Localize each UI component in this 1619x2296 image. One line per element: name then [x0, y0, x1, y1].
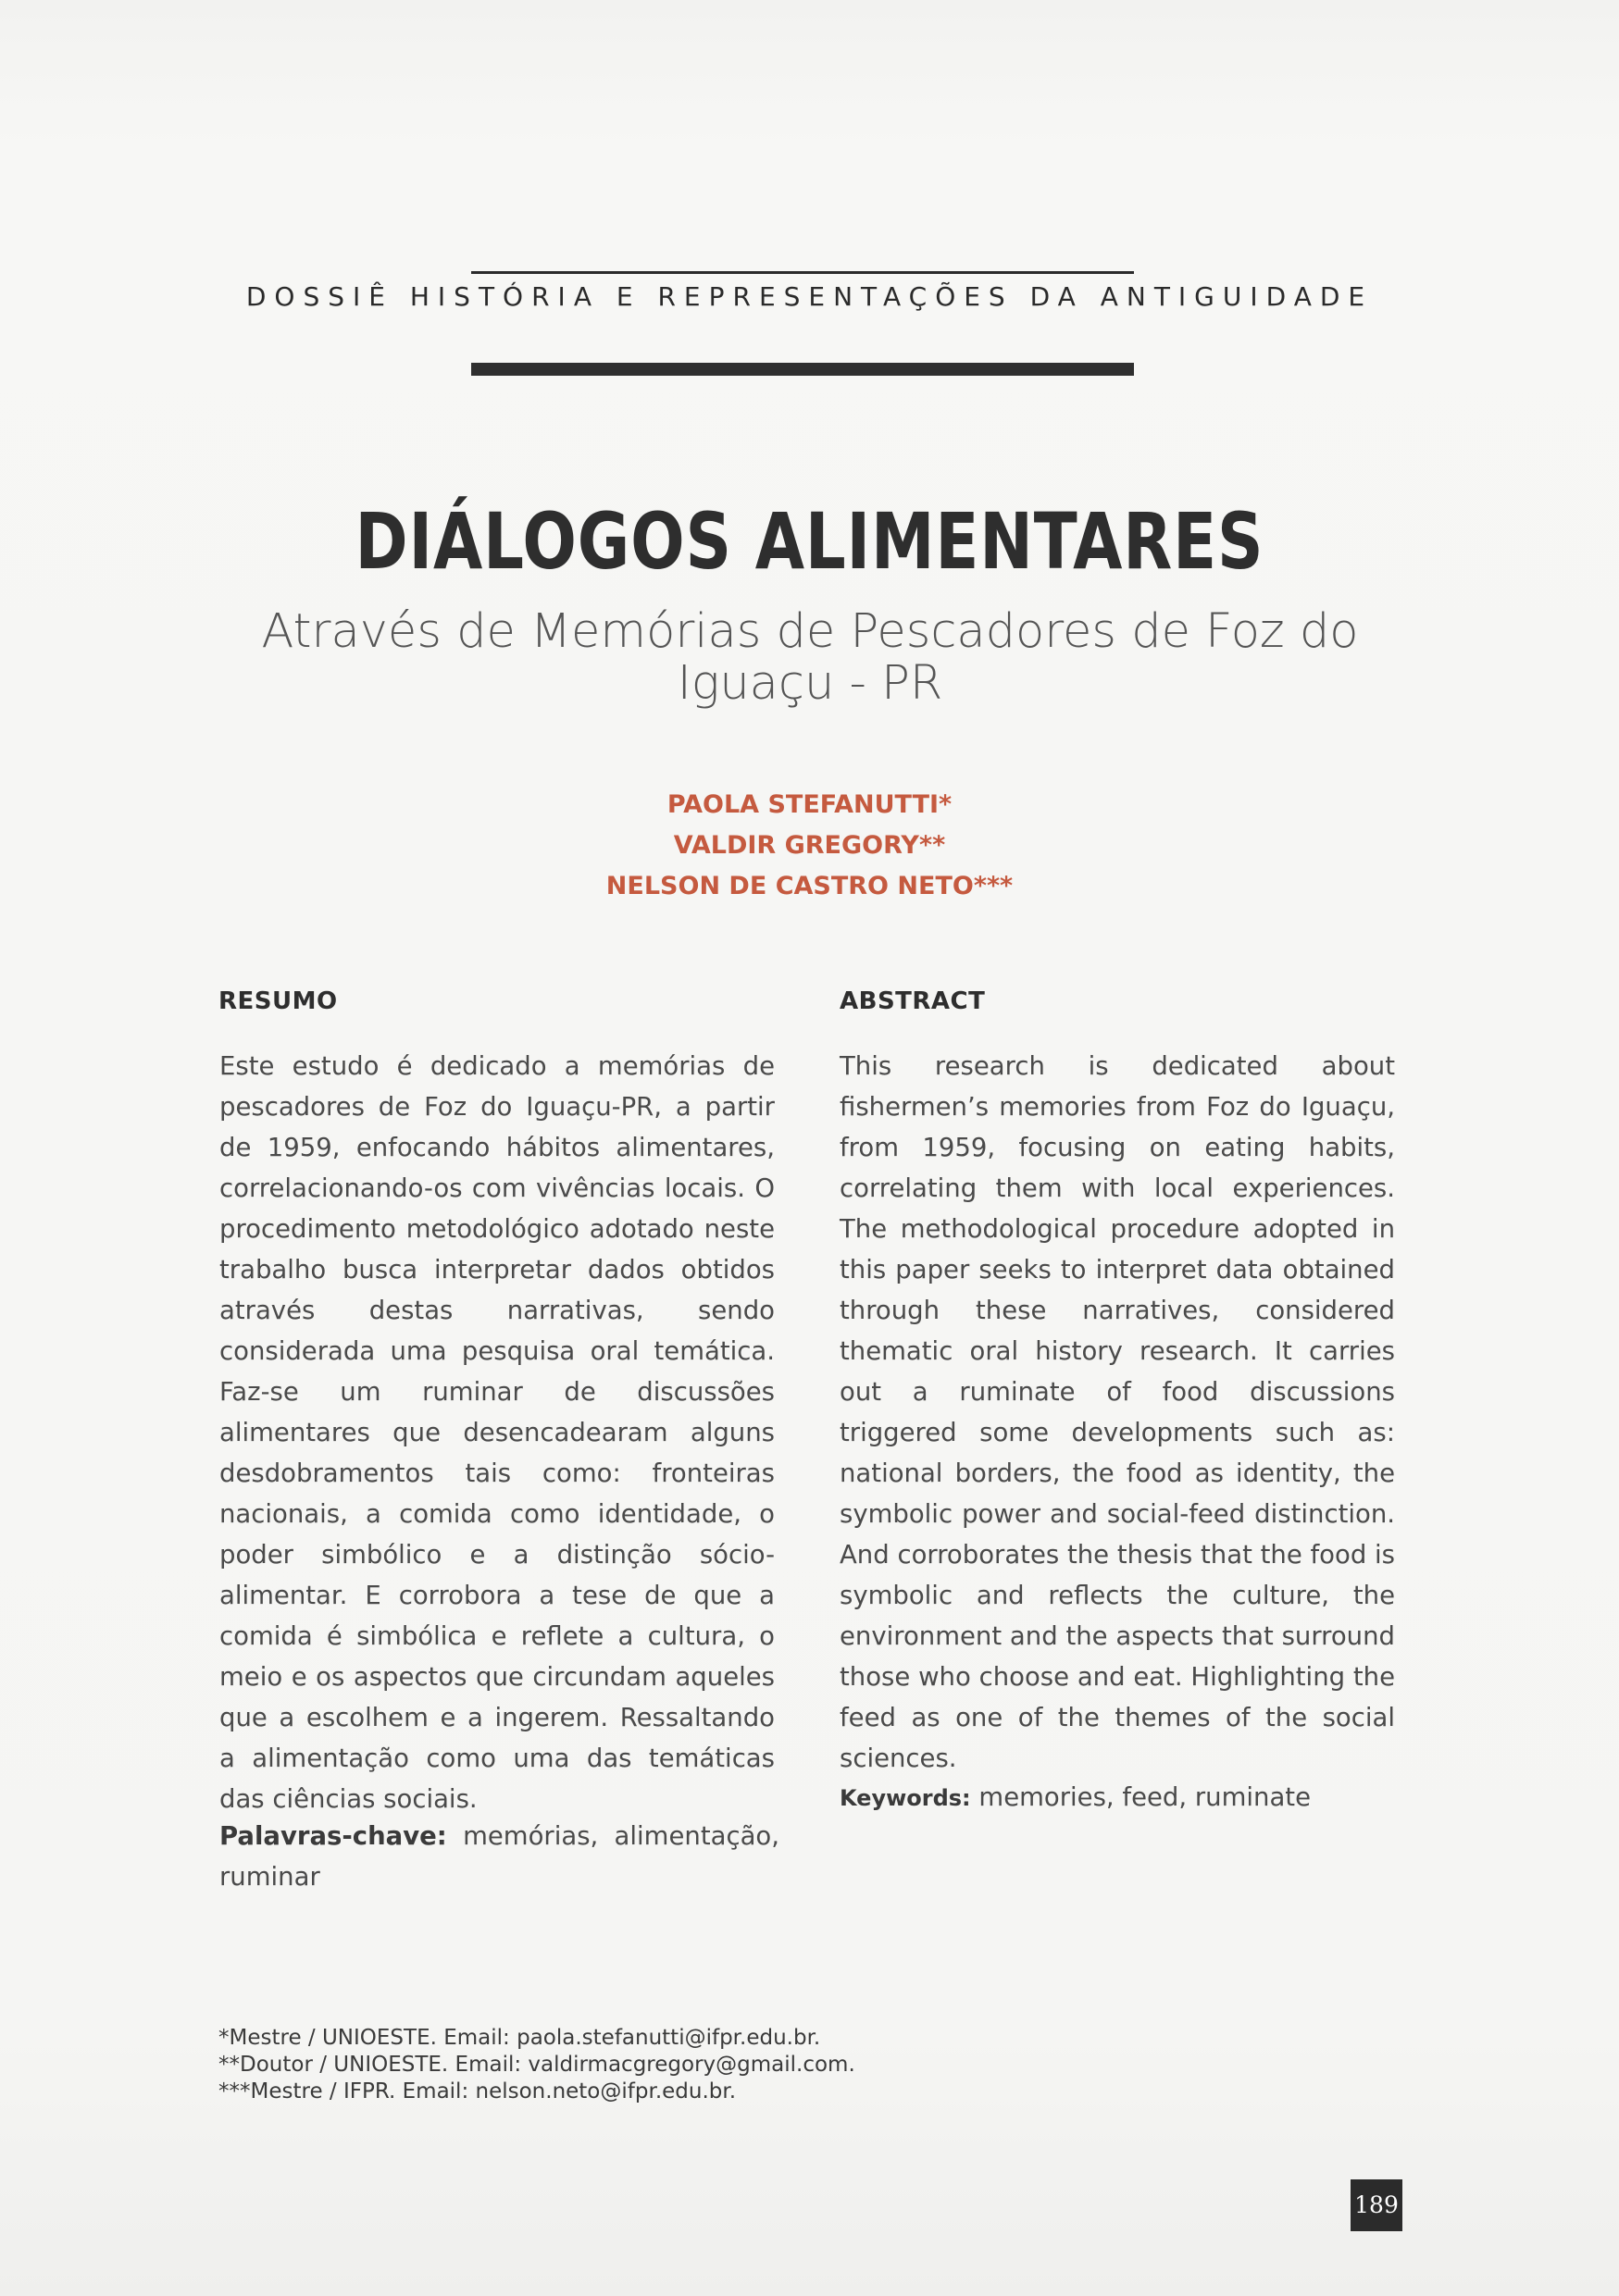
article-subtitle: Através de Memórias de Pescadores de Foz do Iguaçu - PR	[261, 604, 1359, 711]
author-name: NELSON DE CASTRO NETO***	[605, 872, 1014, 900]
page-number: 189	[1351, 2179, 1402, 2231]
header-rule-thin	[471, 271, 1134, 274]
author-name: VALDIR GREGORY**	[673, 831, 946, 860]
dossier-section-title: DOSSIÊ HISTÓRIA E REPRESENTAÇÕES DA ANTIGUIDADE	[245, 281, 1374, 312]
palavras-chave-values: memórias, alimentação, ruminar	[219, 1821, 779, 1892]
author-name: PAOLA STEFANUTTI*	[666, 790, 953, 819]
header-rule-thick	[471, 363, 1134, 376]
abstract-body: This research is dedicated about fishermen’s memories from Foz do Iguaçu, from 1959, focusing on eating habits, correlating them with local experiences. The methodological procedure adopted in this paper seeks to interpret data obtained through these narratives, considered thematic oral history research. It carries out a ruminate of food discussions triggered some developments such as: national borders, the food as identity, the symbolic power and social-feed distinction. And corroborates the thesis that the food is symbolic and reflects the culture, the environment and the aspects that surround those who choose and eat. Highlighting the feed as one of the themes of the social sciences.	[840, 1051, 1395, 1773]
footnotes	[218, 2025, 1052, 2105]
author-list	[0, 785, 1619, 907]
keywords-label: Keywords:	[840, 1785, 971, 1811]
footnote: *Mestre / UNIOESTE. Email: paola.stefanutti@ifpr.edu.br.	[218, 2026, 821, 2050]
footnote: **Doutor / UNIOESTE. Email: valdirmacgregory@gmail.com.	[218, 2053, 855, 2077]
resumo-heading: RESUMO	[218, 987, 338, 1015]
palavras-chave-label: Palavras-chave:	[219, 1821, 447, 1851]
footnote: ***Mestre / IFPR. Email: nelson.neto@ifpr.edu.br.	[218, 2079, 737, 2104]
article-title: DIÁLOGOS ALIMENTARES	[355, 496, 1264, 587]
keywords-values: memories, feed, ruminate	[978, 1782, 1312, 1812]
resumo-body: Este estudo é dedicado a memórias de pescadores de Foz do Iguaçu-PR, a partir de 1959, enfocando hábitos alimentares, correlacionando-os com vivências locais. O procedimento metodológico adotado neste trabalho busca interpretar dados obtidos através destas narrativas, sendo considerada uma pesquisa oral temática. Faz-se um ruminar de discussões alimentares que desencadearam alguns desdobramentos tais como: fronteiras nacionais, a comida como identidade, o poder simbólico e a distinção sócio-alimentar. E corrobora a tese de que a comida é simbólica e reflete a cultura, o meio e os aspectos que circundam aqueles que a escolhem e a ingerem. Ressaltando a alimentação como uma das temáticas das ciências sociais.	[219, 1051, 775, 1814]
keywords	[840, 1777, 1395, 1818]
abstract-heading: ABSTRACT	[840, 987, 986, 1015]
palavras-chave	[219, 1816, 779, 1897]
